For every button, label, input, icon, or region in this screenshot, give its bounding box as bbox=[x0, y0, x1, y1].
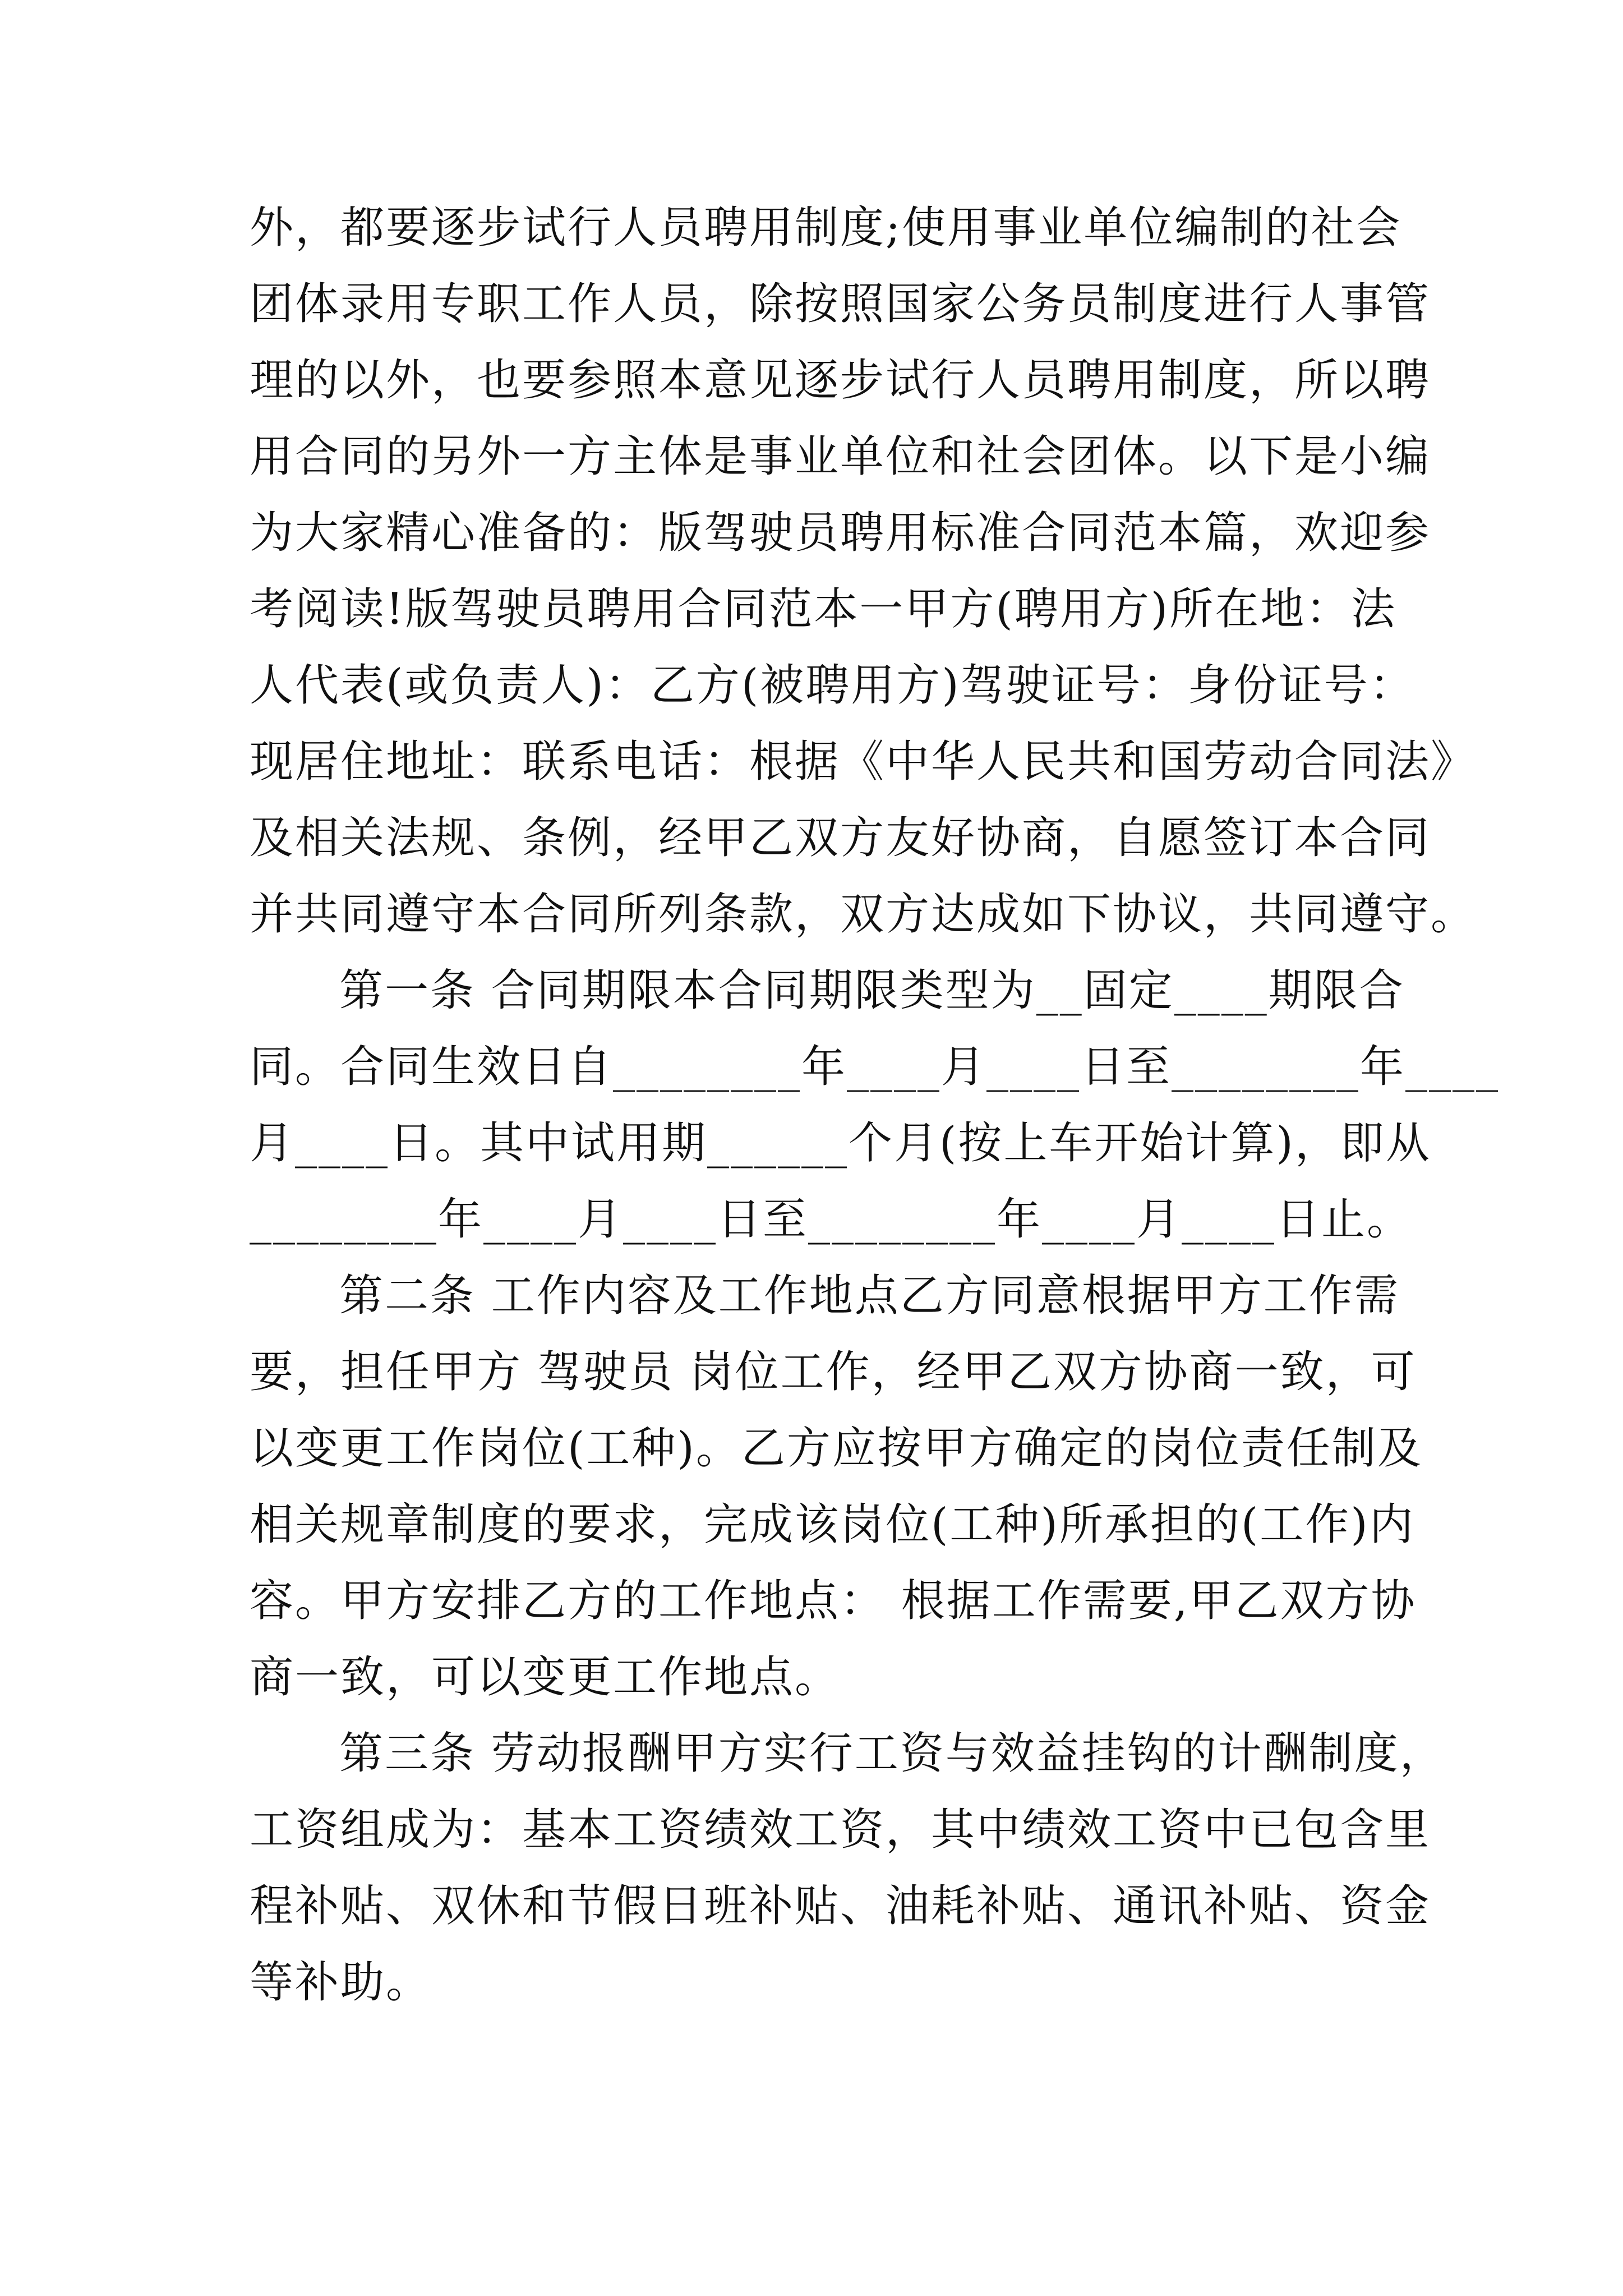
text-line: 第一条 合同期限本合同期限类型为__固定____期限合 bbox=[339, 965, 1405, 1016]
text-line: 第二条 工作内容及工作地点乙方同意根据甲方工作需 bbox=[339, 1271, 1400, 1321]
text-line: 相关规章制度的要求，完成该岗位(工种)所承担的(工作)内 bbox=[250, 1499, 1415, 1550]
text-line: 同。合同生效日自________年____月____日至________年____ bbox=[250, 1042, 1500, 1092]
text-line: 月____日。其中试用期______个月(按上车开始计算)，即从 bbox=[250, 1118, 1431, 1168]
text-line: ________年____月____日至________年____月____日止。 bbox=[250, 1194, 1413, 1245]
text-line: 工资组成为：基本工资绩效工资，其中绩效工资中已包含里 bbox=[250, 1805, 1431, 1855]
text-line: 人代表(或负责人)：乙方(被聘用方)驾驶证号：身份证号： bbox=[250, 660, 1415, 711]
paragraph-article-2 bbox=[250, 1258, 1423, 1715]
text-line: 现居住地址：联系电话：根据《中华人民共和国劳动合同法》 bbox=[250, 737, 1477, 787]
paragraph-intro bbox=[250, 190, 1477, 953]
text-line: 并共同遵守本合同所列条款，双方达成如下协议，共同遵守。 bbox=[250, 889, 1477, 940]
text-line: 要，担任甲方 驾驶员 岗位工作，经甲乙双方协商一致，可 bbox=[250, 1347, 1417, 1397]
document-body bbox=[250, 190, 1500, 2021]
paragraph-article-1 bbox=[250, 953, 1500, 1258]
text-line: 等补助。 bbox=[250, 1957, 432, 2008]
text-line: 以变更工作岗位(工种)。乙方应按甲方确定的岗位责任制及 bbox=[250, 1423, 1423, 1474]
text-line: 团体录用专职工作人员，除按照国家公务员制度进行人事管 bbox=[250, 279, 1431, 329]
text-line: 外，都要逐步试行人员聘用制度;使用事业单位编制的社会 bbox=[250, 203, 1402, 253]
text-line: 第三条 劳动报酬甲方实行工资与效益挂钩的计酬制度， bbox=[339, 1728, 1445, 1779]
text-line: 理的以外，也要参照本意见逐步试行人员聘用制度，所以聘 bbox=[250, 355, 1431, 406]
text-line: 为大家精心准备的：版驾驶员聘用标准合同范本篇，欢迎参 bbox=[250, 508, 1431, 558]
text-line: 及相关法规、条例，经甲乙双方友好协商，自愿签订本合同 bbox=[250, 813, 1431, 863]
text-line: 用合同的另外一方主体是事业单位和社会团体。以下是小编 bbox=[250, 431, 1431, 482]
text-line: 商一致，可以变更工作地点。 bbox=[250, 1652, 841, 1703]
text-line: 容。甲方安排乙方的工作地点： 根据工作需要,甲乙双方协 bbox=[250, 1576, 1417, 1626]
text-line: 程补贴、双休和节假日班补贴、油耗补贴、通讯补贴、资金 bbox=[250, 1881, 1431, 1931]
text-line: 考阅读!版驾驶员聘用合同范本一甲方(聘用方)所在地：法 bbox=[250, 584, 1397, 634]
paragraph-article-3 bbox=[250, 1715, 1445, 2021]
